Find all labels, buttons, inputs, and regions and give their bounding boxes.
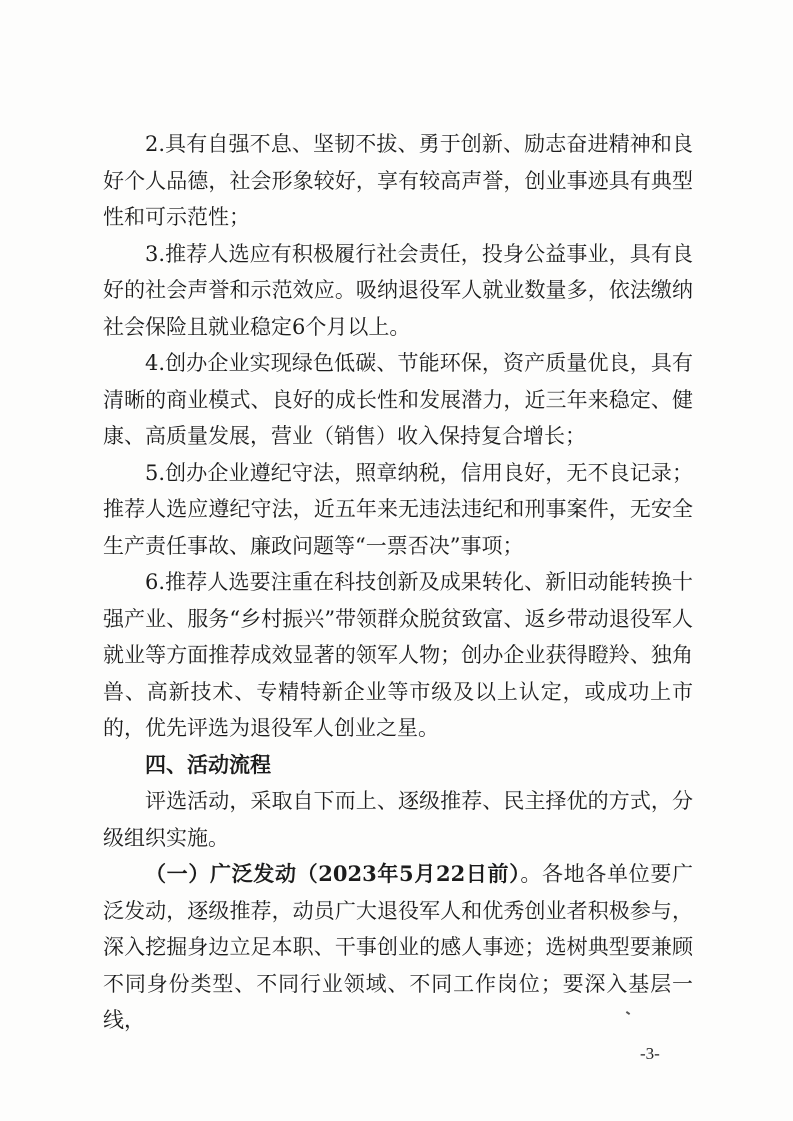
step-1-text: 。各地各单位要广泛发动，逐级推荐，动员广大退役军人和优秀创业者积极参与，深入挖掘身边立足本职、干事创业的感人事迹；选树典型要兼顾不同身份类型、不同行业领域、不同工作岗位；要深入基层一线，: [103, 862, 693, 1032]
paragraph-criterion-2: 2.具有自强不息、坚韧不拔、勇于创新、励志奋进精神和良好个人品德，社会形象较好，享有较高声誉，创业事迹具有典型性和可示范性；: [103, 132, 693, 229]
document-body: [103, 126, 693, 1039]
paragraph-criterion-5: 5.创办企业遵纪守法，照章纳税，信用良好，无不良记录；推荐人选应遵纪守法，近五年来无违法违纪和刑事案件，无安全生产责任事故、廉政问题等“一票否决”事项；: [103, 460, 693, 558]
paragraph-criterion-3: 3.推荐人选应有积极履行社会责任，投身公益事业，具有良好的社会声誉和示范效应。吸纳退役军人就业数量多，依法缴纳社会保险且就业稳定6个月以上。: [103, 241, 693, 339]
step-1-title: （一）广泛发动（2023年5月22日前）: [145, 861, 521, 886]
step-1-paragraph: [103, 856, 693, 1039]
section-heading: 四、活动流程: [145, 752, 271, 777]
paragraph-criterion-6: 6.推荐人选要注重在科技创新及成果转化、新旧动能转换十强产业、服务“乡村振兴”带领群众脱贫致富、返乡带动退役军人就业等方面推荐成效显著的领军人物；创办企业获得瞪羚、独角兽、高新技术、专精特新企业等市级及以上认定，或成功上市的，优先评选为退役军人创业之星。: [103, 570, 693, 740]
paragraph-criterion-4: 4.创办企业实现绿色低碳、节能环保，资产质量优良，具有清晰的商业模式、良好的成长性和发展潜力，近三年来稳定、健康、高质量发展，营业（销售）收入保持复合增长；: [103, 351, 693, 448]
page-number: -3-: [640, 1044, 660, 1063]
intro-paragraph: 评选活动，采取自下而上、逐级推荐、民主择优的方式，分级组织实施。: [103, 789, 693, 850]
